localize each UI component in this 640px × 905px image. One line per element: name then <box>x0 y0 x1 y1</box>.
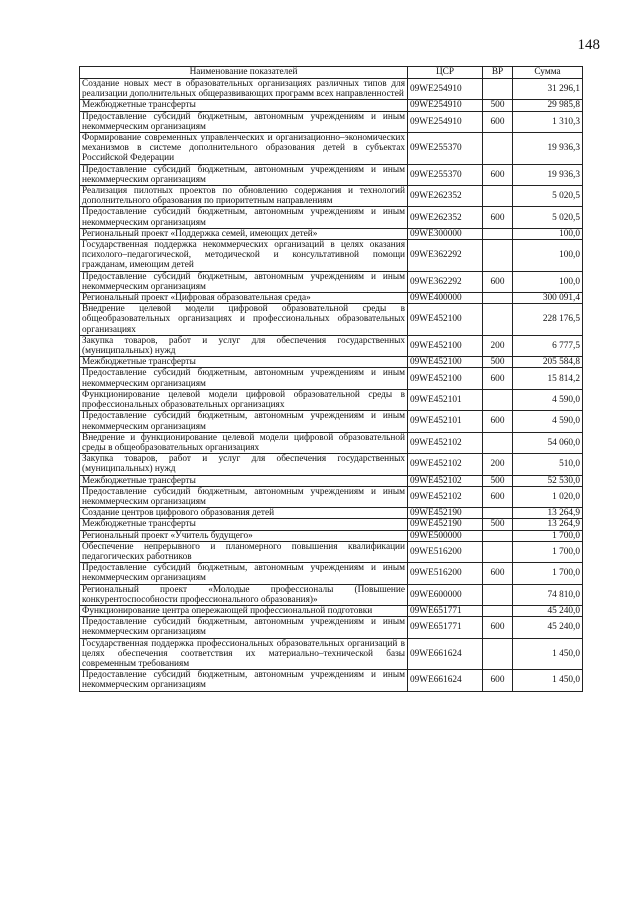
cell-sum: 1 700,0 <box>513 530 583 541</box>
cell-csr: 09WE300000 <box>408 228 483 239</box>
header-csr: ЦСР <box>408 67 483 79</box>
cell-name: Региональный проект «Молодые профессионалы (Повышение конкурентоспособности профессионального образования)» <box>80 584 408 605</box>
cell-sum: 1 450,0 <box>513 670 583 691</box>
cell-csr: 09WE661624 <box>408 670 483 691</box>
table-row <box>80 617 583 638</box>
cell-csr: 09WE452190 <box>408 519 483 530</box>
cell-csr: 09WE452100 <box>408 304 483 336</box>
table-row <box>80 357 583 368</box>
cell-name: Межбюджетные трансферты <box>80 475 408 486</box>
cell-vr: 600 <box>483 411 513 432</box>
cell-sum: 45 240,0 <box>513 605 583 616</box>
cell-csr: 09WE254910 <box>408 111 483 132</box>
cell-vr: 500 <box>483 357 513 368</box>
cell-vr <box>483 638 513 670</box>
cell-csr: 09WE254910 <box>408 79 483 100</box>
cell-csr: 09WE516200 <box>408 563 483 584</box>
cell-name: Обеспечение непрерывного и планомерного повышения квалификации педагогических работников <box>80 541 408 562</box>
cell-sum: 228 176,5 <box>513 304 583 336</box>
cell-csr: 09WE452102 <box>408 454 483 475</box>
cell-vr <box>483 133 513 165</box>
cell-name: Функционирование центра опережающей профессиональной подготовки <box>80 605 408 616</box>
table-row <box>80 638 583 670</box>
table-row <box>80 79 583 100</box>
table-row <box>80 541 583 562</box>
cell-csr: 09WE600000 <box>408 584 483 605</box>
cell-vr <box>483 541 513 562</box>
cell-csr: 09WE262352 <box>408 207 483 228</box>
table-row <box>80 368 583 389</box>
budget-table <box>79 66 583 692</box>
cell-vr <box>483 530 513 541</box>
cell-vr: 600 <box>483 486 513 507</box>
cell-name: Региональный проект «Цифровая образовательная среда» <box>80 293 408 304</box>
table-row <box>80 111 583 132</box>
cell-sum: 1 700,0 <box>513 563 583 584</box>
cell-vr: 600 <box>483 670 513 691</box>
cell-vr <box>483 293 513 304</box>
table-row <box>80 271 583 292</box>
cell-sum: 13 264,9 <box>513 508 583 519</box>
cell-csr: 09WE255370 <box>408 133 483 165</box>
cell-csr: 09WE651771 <box>408 605 483 616</box>
cell-sum: 13 264,9 <box>513 519 583 530</box>
cell-vr: 500 <box>483 100 513 111</box>
cell-name: Межбюджетные трансферты <box>80 100 408 111</box>
cell-csr: 09WE362292 <box>408 271 483 292</box>
cell-vr: 600 <box>483 368 513 389</box>
cell-name: Закупка товаров, работ и услуг для обеспечения государственных (муниципальных) нужд <box>80 335 408 356</box>
table-body <box>80 79 583 692</box>
cell-vr: 200 <box>483 335 513 356</box>
table-row <box>80 486 583 507</box>
cell-name: Создание новых мест в образовательных организациях различных типов для реализации дополнительных общеразвивающих программ всех направленностей <box>80 79 408 100</box>
cell-name: Предоставление субсидий бюджетным, автономным учреждениям и иным некоммерческим организациям <box>80 486 408 507</box>
table-row <box>80 605 583 616</box>
table-row <box>80 670 583 691</box>
cell-name: Региональный проект «Учитель будущего» <box>80 530 408 541</box>
cell-vr: 600 <box>483 563 513 584</box>
cell-sum: 4 590,0 <box>513 389 583 410</box>
cell-vr <box>483 584 513 605</box>
cell-sum: 29 985,8 <box>513 100 583 111</box>
cell-csr: 09WE452101 <box>408 389 483 410</box>
cell-csr: 09WE452100 <box>408 368 483 389</box>
cell-name: Межбюджетные трансферты <box>80 519 408 530</box>
cell-vr: 600 <box>483 111 513 132</box>
cell-vr <box>483 79 513 100</box>
cell-vr <box>483 508 513 519</box>
table-header-row <box>80 67 583 79</box>
table-row <box>80 240 583 272</box>
cell-name: Предоставление субсидий бюджетным, автономным учреждениям и иным некоммерческим организациям <box>80 670 408 691</box>
cell-csr: 09WE262352 <box>408 186 483 207</box>
cell-vr <box>483 304 513 336</box>
table-row <box>80 411 583 432</box>
cell-csr: 09WE400000 <box>408 293 483 304</box>
header-sum: Сумма <box>513 67 583 79</box>
cell-name: Реализация пилотных проектов по обновлению содержания и технологий дополнительного образования по приоритетным направлениям <box>80 186 408 207</box>
cell-name: Формирование современных управленческих и организационно–экономических механизмов в системе дополнительного образования детей в субъектах Российской Федерации <box>80 133 408 165</box>
table-row <box>80 293 583 304</box>
cell-name: Предоставление субсидий бюджетным, автономным учреждениям и иным некоммерческим организациям <box>80 617 408 638</box>
cell-csr: 09WE452101 <box>408 411 483 432</box>
cell-sum: 5 020,5 <box>513 207 583 228</box>
cell-sum: 74 810,0 <box>513 584 583 605</box>
cell-vr <box>483 389 513 410</box>
table-row <box>80 304 583 336</box>
cell-name: Закупка товаров, работ и услуг для обеспечения государственных (муниципальных) нужд <box>80 454 408 475</box>
cell-name: Внедрение и функционирование целевой модели цифровой образовательной среды в общеобразовательных организациях <box>80 432 408 453</box>
table-row <box>80 475 583 486</box>
table-row <box>80 454 583 475</box>
table-row <box>80 186 583 207</box>
table-row <box>80 389 583 410</box>
cell-csr: 09WE452190 <box>408 508 483 519</box>
cell-name: Государственная поддержка некоммерческих организаций в целях оказания психолого–педагогической, методической и консультативной помощи гражданам, имеющим детей <box>80 240 408 272</box>
cell-vr <box>483 432 513 453</box>
table-row <box>80 530 583 541</box>
cell-csr: 09WE500000 <box>408 530 483 541</box>
cell-vr: 500 <box>483 519 513 530</box>
cell-sum: 19 936,3 <box>513 164 583 185</box>
cell-csr: 09WE255370 <box>408 164 483 185</box>
cell-sum: 100,0 <box>513 228 583 239</box>
cell-name: Региональный проект «Поддержка семей, имеющих детей» <box>80 228 408 239</box>
table-row <box>80 519 583 530</box>
cell-name: Межбюджетные трансферты <box>80 357 408 368</box>
cell-sum: 100,0 <box>513 240 583 272</box>
cell-csr: 09WE452100 <box>408 357 483 368</box>
cell-name: Предоставление субсидий бюджетным, автономным учреждениям и иным некоммерческим организациям <box>80 368 408 389</box>
cell-name: Предоставление субсидий бюджетным, автономным учреждениям и иным некоммерческим организациям <box>80 111 408 132</box>
cell-name: Предоставление субсидий бюджетным, автономным учреждениям и иным некоммерческим организациям <box>80 207 408 228</box>
cell-sum: 5 020,5 <box>513 186 583 207</box>
cell-sum: 19 936,3 <box>513 133 583 165</box>
cell-name: Государственная поддержка профессиональных образовательных организаций в целях обеспечения соответствия их материально–технической базы современным требованиям <box>80 638 408 670</box>
header-vr: ВР <box>483 67 513 79</box>
cell-vr <box>483 186 513 207</box>
cell-name: Внедрение целевой модели цифровой образовательной среды в общеобразовательных организациях и профессиональных образовательных организациях <box>80 304 408 336</box>
cell-name: Предоставление субсидий бюджетным, автономным учреждениям и иным некоммерческим организациям <box>80 563 408 584</box>
table-row <box>80 508 583 519</box>
table-row <box>80 100 583 111</box>
table-row <box>80 164 583 185</box>
table-row <box>80 563 583 584</box>
cell-sum: 52 530,0 <box>513 475 583 486</box>
cell-vr: 600 <box>483 617 513 638</box>
cell-sum: 45 240,0 <box>513 617 583 638</box>
cell-csr: 09WE452102 <box>408 475 483 486</box>
cell-csr: 09WE254910 <box>408 100 483 111</box>
cell-sum: 300 091,4 <box>513 293 583 304</box>
cell-name: Функционирование целевой модели цифровой образовательной среды в профессиональных образовательных организациях <box>80 389 408 410</box>
cell-sum: 1 310,3 <box>513 111 583 132</box>
cell-sum: 100,0 <box>513 271 583 292</box>
table-row <box>80 133 583 165</box>
cell-sum: 205 584,8 <box>513 357 583 368</box>
cell-csr: 09WE362292 <box>408 240 483 272</box>
cell-name: Предоставление субсидий бюджетным, автономным учреждениям и иным некоммерческим организациям <box>80 164 408 185</box>
table-row <box>80 335 583 356</box>
cell-csr: 09WE452102 <box>408 486 483 507</box>
cell-sum: 31 296,1 <box>513 79 583 100</box>
table-row <box>80 207 583 228</box>
page-number: 148 <box>577 37 600 53</box>
cell-sum: 15 814,2 <box>513 368 583 389</box>
cell-vr: 600 <box>483 207 513 228</box>
cell-sum: 1 700,0 <box>513 541 583 562</box>
cell-csr: 09WE452100 <box>408 335 483 356</box>
cell-name: Предоставление субсидий бюджетным, автономным учреждениям и иным некоммерческим организациям <box>80 411 408 432</box>
cell-vr <box>483 240 513 272</box>
cell-csr: 09WE661624 <box>408 638 483 670</box>
cell-sum: 6 777,5 <box>513 335 583 356</box>
cell-name: Предоставление субсидий бюджетным, автономным учреждениям и иным некоммерческим организациям <box>80 271 408 292</box>
cell-name: Создание центров цифрового образования детей <box>80 508 408 519</box>
cell-sum: 1 020,0 <box>513 486 583 507</box>
cell-sum: 54 060,0 <box>513 432 583 453</box>
cell-sum: 1 450,0 <box>513 638 583 670</box>
cell-sum: 4 590,0 <box>513 411 583 432</box>
cell-csr: 09WE651771 <box>408 617 483 638</box>
cell-vr: 600 <box>483 164 513 185</box>
cell-vr: 500 <box>483 475 513 486</box>
table-row <box>80 432 583 453</box>
cell-vr <box>483 228 513 239</box>
cell-vr <box>483 605 513 616</box>
cell-csr: 09WE516200 <box>408 541 483 562</box>
cell-vr: 600 <box>483 271 513 292</box>
cell-vr: 200 <box>483 454 513 475</box>
table-row <box>80 228 583 239</box>
cell-csr: 09WE452102 <box>408 432 483 453</box>
cell-sum: 510,0 <box>513 454 583 475</box>
table-row <box>80 584 583 605</box>
header-name: Наименование показателей <box>80 67 408 79</box>
